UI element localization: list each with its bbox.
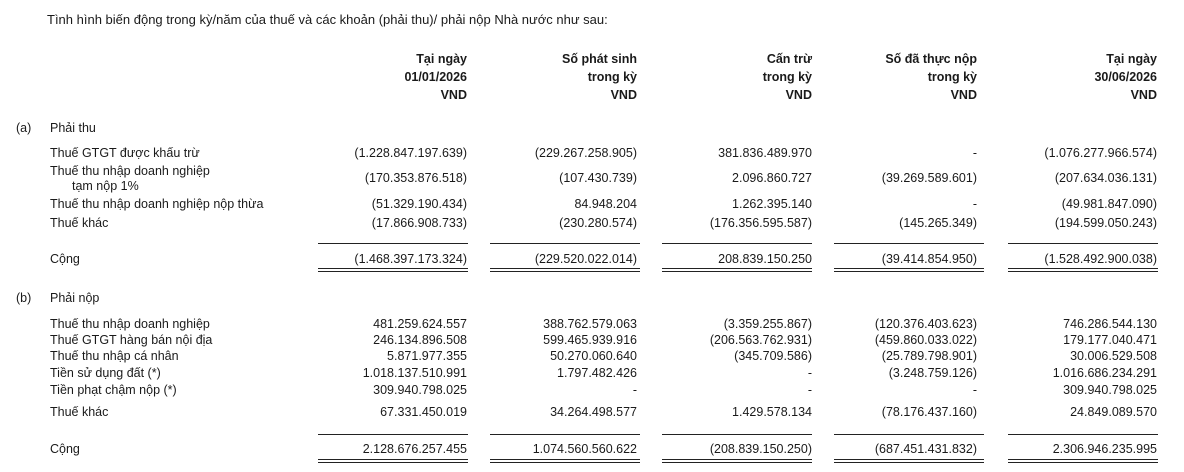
value-cell: - xyxy=(972,146,977,160)
value-cell: 208.839.150.250 xyxy=(718,252,812,266)
value-cell: 5.871.977.355 xyxy=(387,349,467,363)
total-rule xyxy=(318,459,468,460)
row-label: Thuế thu nhập doanh nghiệp xyxy=(50,164,210,178)
value-cell: (39.414.854.950) xyxy=(881,252,977,266)
value-cell: - xyxy=(807,383,812,397)
value-cell: 599.465.939.916 xyxy=(543,333,637,347)
row-label: Thuế thu nhập doanh nghiệp xyxy=(50,317,210,331)
subtotal-rule xyxy=(318,434,468,435)
value-cell: (208.839.150.250) xyxy=(709,442,812,456)
value-cell: (107.430.739) xyxy=(559,171,637,185)
value-cell: 67.331.450.019 xyxy=(380,405,467,419)
value-cell: 1.429.578.134 xyxy=(732,405,812,419)
value-cell: 1.074.560.560.622 xyxy=(532,442,637,456)
value-cell: (39.269.589.601) xyxy=(881,171,977,185)
value-cell: (145.265.349) xyxy=(899,216,977,230)
col-header-offset: Cấn trừ trong kỳ VND xyxy=(762,52,812,102)
value-cell: - xyxy=(972,197,977,211)
value-cell: 309.940.798.025 xyxy=(1063,383,1157,397)
total-rule xyxy=(1008,268,1158,269)
row-label: Tiền phạt chậm nộp (*) xyxy=(50,383,177,397)
value-cell: 34.264.498.577 xyxy=(550,405,637,419)
value-cell: (206.563.762.931) xyxy=(709,333,812,347)
value-cell: 24.849.089.570 xyxy=(1070,405,1157,419)
row-label: Thuế khác xyxy=(50,216,109,230)
intro-text: Tình hình biến động trong kỳ/năm của thuế và các khoản (phải thu)/ phải nộp Nhà nước như sau: xyxy=(47,12,608,27)
row-label: Thuế thu nhập cá nhân xyxy=(50,349,179,363)
total-rule xyxy=(834,462,984,463)
total-rule xyxy=(834,268,984,269)
value-cell: 84.948.204 xyxy=(574,197,637,211)
value-cell: - xyxy=(632,383,637,397)
value-cell: (687.451.431.832) xyxy=(874,442,977,456)
value-cell: (3.248.759.126) xyxy=(888,366,977,380)
total-rule xyxy=(1008,462,1158,463)
value-cell: 1.016.686.234.291 xyxy=(1052,366,1157,380)
total-rule xyxy=(318,271,468,272)
value-cell: (229.520.022.014) xyxy=(534,252,637,266)
value-cell: - xyxy=(807,366,812,380)
section-a-code: (a) xyxy=(16,121,32,135)
total-rule xyxy=(490,459,640,460)
value-cell: (49.981.847.090) xyxy=(1061,197,1157,211)
value-cell: (1.076.277.966.574) xyxy=(1044,146,1157,160)
total-rule xyxy=(1008,271,1158,272)
value-cell: 179.177.040.471 xyxy=(1063,333,1157,347)
value-cell: 746.286.544.130 xyxy=(1063,317,1157,331)
total-rule xyxy=(490,462,640,463)
value-cell: (345.709.586) xyxy=(734,349,812,363)
row-label-cont: tạm nộp 1% xyxy=(72,179,139,193)
subtotal-rule xyxy=(834,434,984,435)
value-cell: 1.018.137.510.991 xyxy=(362,366,467,380)
total-rule xyxy=(490,271,640,272)
total-rule xyxy=(834,271,984,272)
row-label: Thuế thu nhập doanh nghiệp nộp thừa xyxy=(50,197,264,211)
subtotal-rule xyxy=(662,243,812,244)
subtotal-rule xyxy=(490,434,640,435)
value-cell: (176.356.595.587) xyxy=(709,216,812,230)
value-cell: (1.468.397.173.324) xyxy=(354,252,467,266)
value-cell: (120.376.403.623) xyxy=(874,317,977,331)
value-cell: - xyxy=(972,383,977,397)
subtotal-rule xyxy=(490,243,640,244)
total-label: Cộng xyxy=(50,442,80,456)
col-header-incurred: Số phát sinh trong kỳ VND xyxy=(562,52,637,102)
value-cell: (207.634.036.131) xyxy=(1054,171,1157,185)
value-cell: (230.280.574) xyxy=(559,216,637,230)
total-rule xyxy=(318,462,468,463)
value-cell: (3.359.255.867) xyxy=(723,317,812,331)
row-label: Thuế GTGT được khấu trừ xyxy=(50,146,200,160)
total-rule xyxy=(662,462,812,463)
value-cell: 1.262.395.140 xyxy=(732,197,812,211)
value-cell: 246.134.896.508 xyxy=(373,333,467,347)
section-a-title: Phải thu xyxy=(50,121,96,135)
value-cell: 30.006.529.508 xyxy=(1070,349,1157,363)
total-rule xyxy=(662,271,812,272)
value-cell: (170.353.876.518) xyxy=(364,171,467,185)
section-b-code: (b) xyxy=(16,291,32,305)
value-cell: 2.128.676.257.455 xyxy=(362,442,467,456)
value-cell: (229.267.258.905) xyxy=(534,146,637,160)
value-cell: (194.599.050.243) xyxy=(1054,216,1157,230)
value-cell: (78.176.437.160) xyxy=(881,405,977,419)
value-cell: 1.797.482.426 xyxy=(557,366,637,380)
subtotal-rule xyxy=(1008,434,1158,435)
value-cell: (17.866.908.733) xyxy=(371,216,467,230)
value-cell: 2.306.946.235.995 xyxy=(1052,442,1157,456)
subtotal-rule xyxy=(1008,243,1158,244)
subtotal-rule xyxy=(834,243,984,244)
row-label: Tiền sử dụng đất (*) xyxy=(50,366,161,380)
total-rule xyxy=(318,268,468,269)
row-label: Thuế GTGT hàng bán nội địa xyxy=(50,333,213,347)
total-rule xyxy=(662,268,812,269)
col-header-paid: Số đã thực nộp trong kỳ VND xyxy=(885,52,977,102)
total-rule xyxy=(1008,459,1158,460)
value-cell: 309.940.798.025 xyxy=(373,383,467,397)
total-rule xyxy=(490,268,640,269)
value-cell: 381.836.489.970 xyxy=(718,146,812,160)
subtotal-rule xyxy=(318,243,468,244)
total-rule xyxy=(834,459,984,460)
value-cell: 2.096.860.727 xyxy=(732,171,812,185)
section-b-title: Phải nộp xyxy=(50,291,100,305)
value-cell: (1.528.492.900.038) xyxy=(1044,252,1157,266)
value-cell: (459.860.033.022) xyxy=(874,333,977,347)
value-cell: 481.259.624.557 xyxy=(373,317,467,331)
value-cell: (25.789.798.901) xyxy=(881,349,977,363)
value-cell: 388.762.579.063 xyxy=(543,317,637,331)
row-label: Thuế khác xyxy=(50,405,109,419)
value-cell: (51.329.190.434) xyxy=(371,197,467,211)
col-header-opening: Tại ngày 01/01/2026 VND xyxy=(404,52,467,102)
total-rule xyxy=(662,459,812,460)
total-label: Cộng xyxy=(50,252,80,266)
subtotal-rule xyxy=(662,434,812,435)
value-cell: 50.270.060.640 xyxy=(550,349,637,363)
col-header-closing: Tại ngày 30/06/2026 VND xyxy=(1094,52,1157,102)
value-cell: (1.228.847.197.639) xyxy=(354,146,467,160)
